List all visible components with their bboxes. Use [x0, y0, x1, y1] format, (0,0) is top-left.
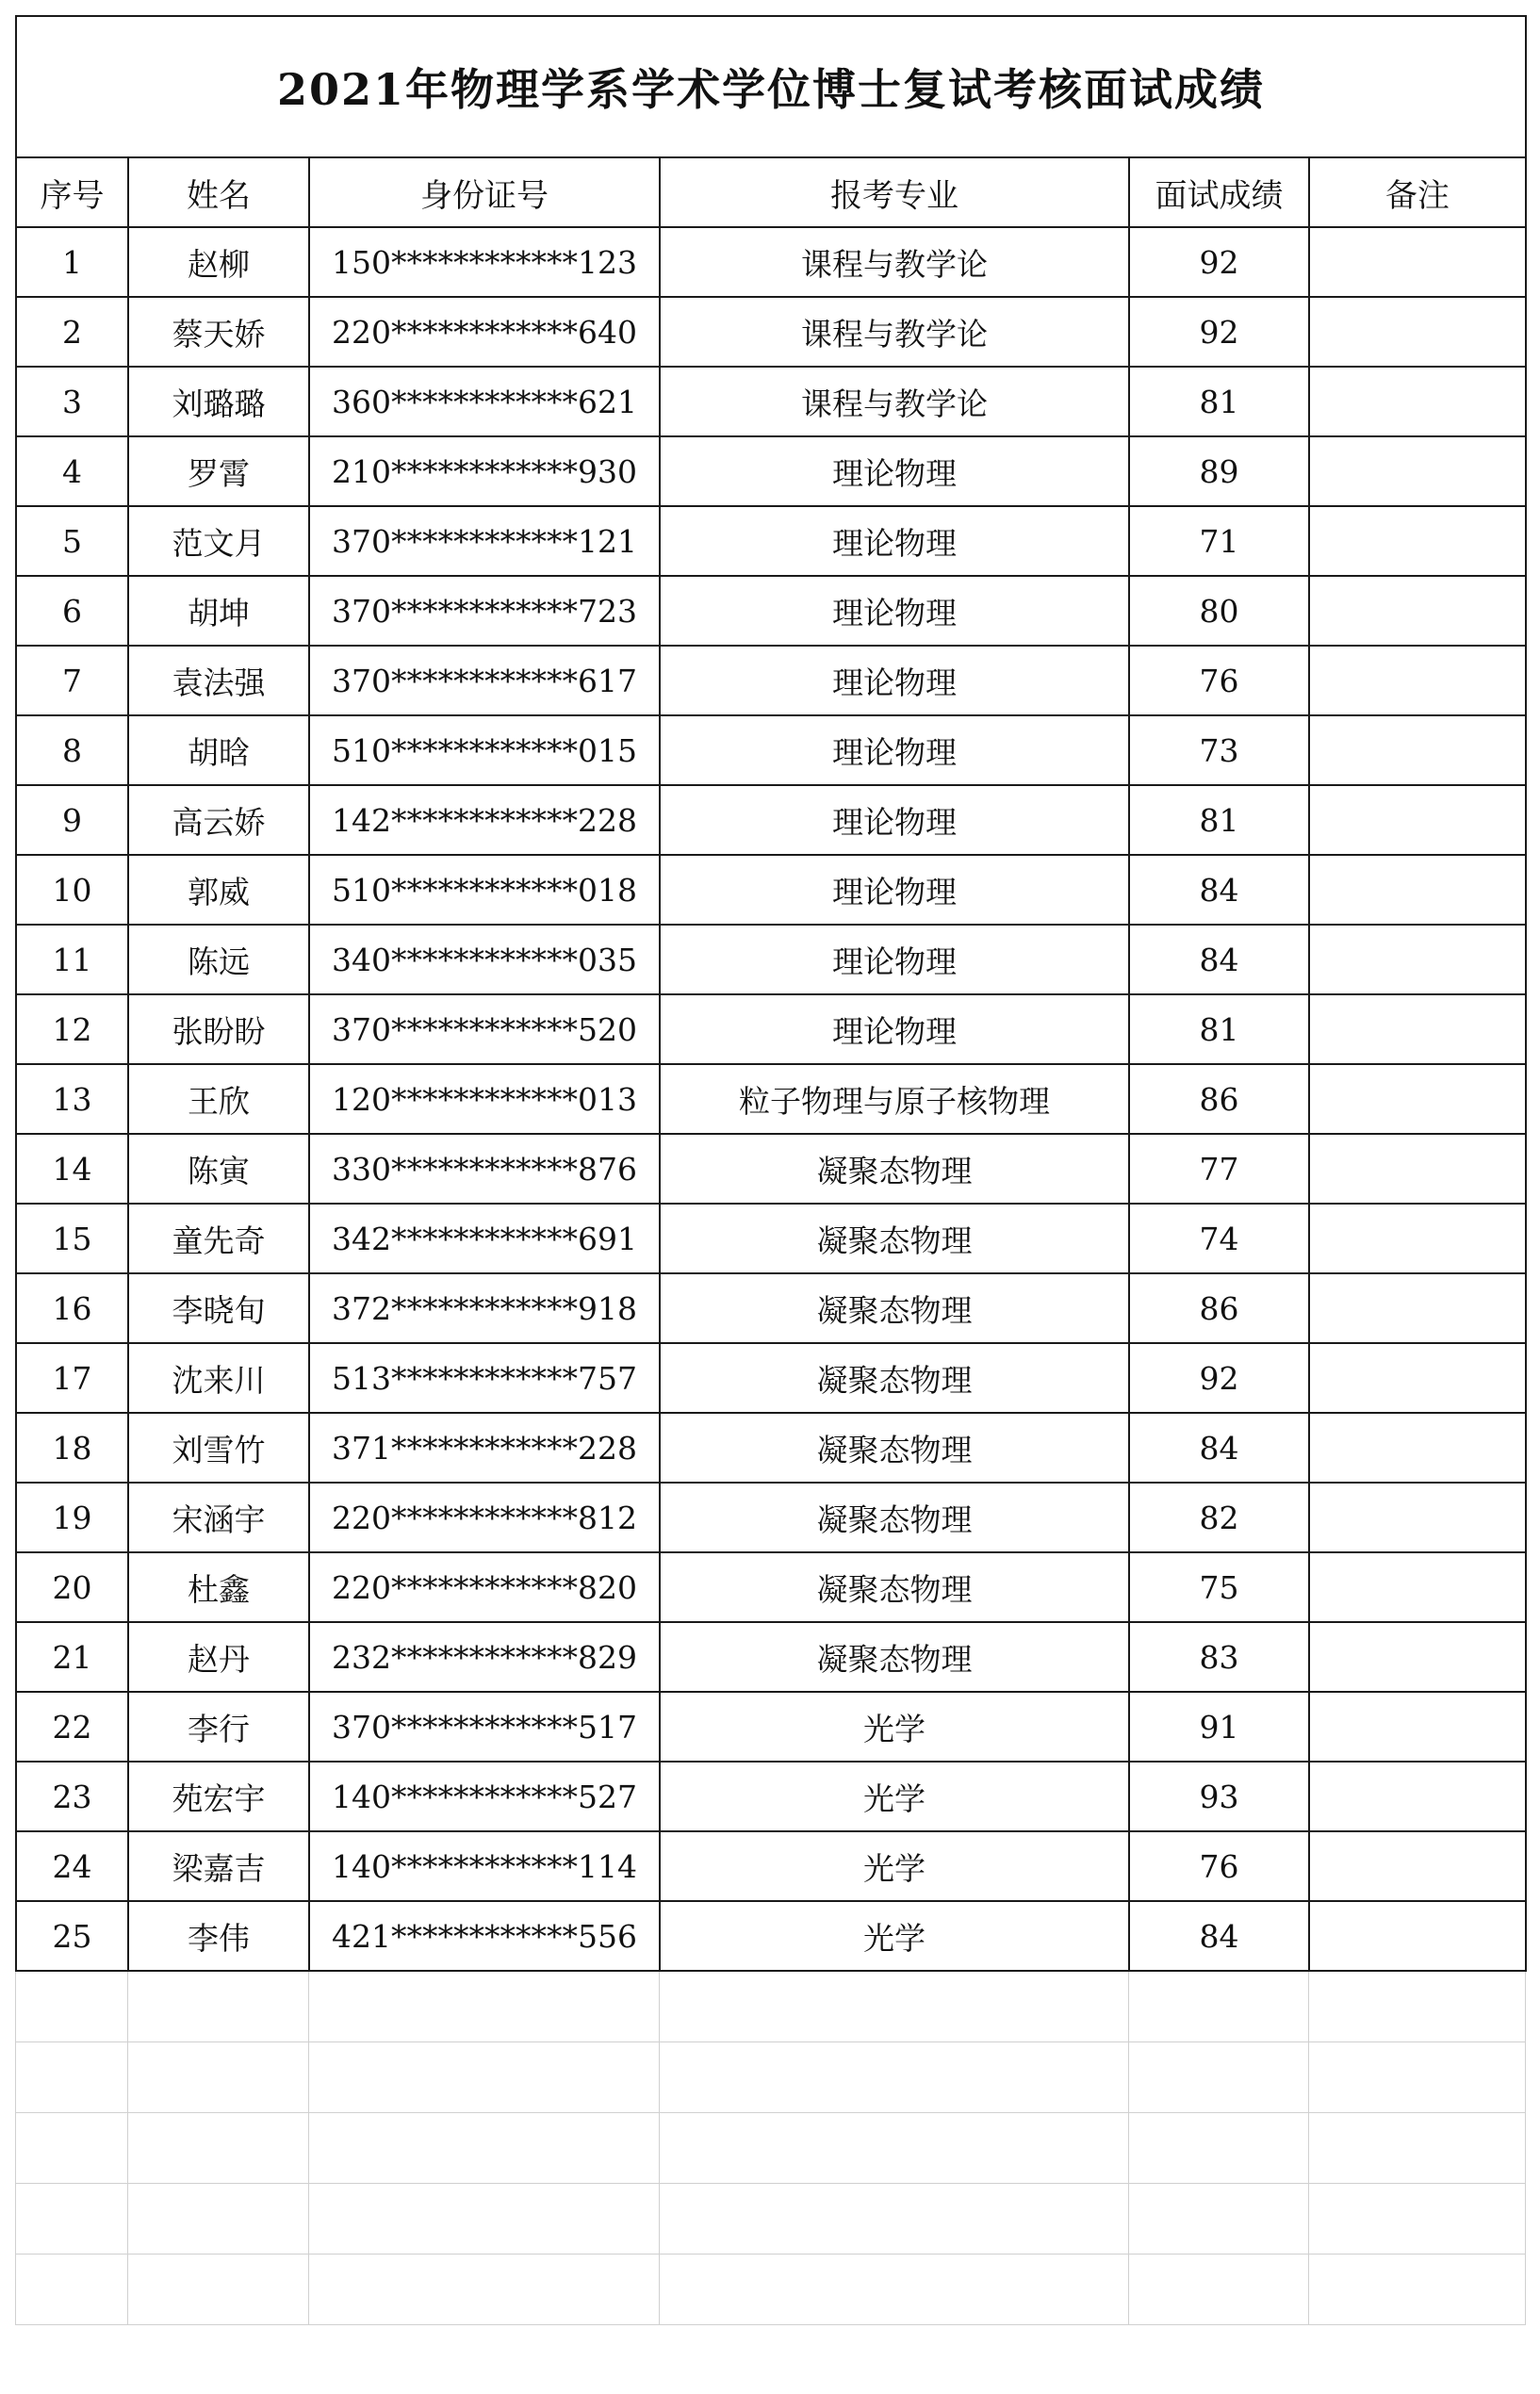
cell-index: 5 [16, 506, 128, 576]
table-row [16, 1064, 1526, 1134]
empty-grid-row [16, 1972, 1526, 2042]
cell-name: 赵柳 [128, 227, 309, 297]
cell-note [1309, 1552, 1526, 1622]
table-row [16, 506, 1526, 576]
cell-index: 22 [16, 1692, 128, 1762]
cell-score: 82 [1129, 1483, 1309, 1552]
cell-index: 21 [16, 1622, 128, 1692]
cell-id: 421************556 [309, 1901, 660, 1971]
empty-grid [15, 1972, 1526, 2325]
cell-score: 89 [1129, 436, 1309, 506]
empty-grid-row [16, 2255, 1526, 2325]
table-row [16, 1831, 1526, 1901]
empty-grid-cell [128, 1972, 309, 2042]
cell-id: 370************723 [309, 576, 660, 646]
cell-major: 光学 [660, 1762, 1129, 1831]
empty-grid-cell [660, 1972, 1129, 2042]
cell-note [1309, 1831, 1526, 1901]
cell-major: 粒子物理与原子核物理 [660, 1064, 1129, 1134]
table-row [16, 297, 1526, 367]
empty-grid-cell [1309, 2184, 1526, 2255]
cell-index: 14 [16, 1134, 128, 1204]
header-index: 序号 [16, 157, 128, 227]
header-row [16, 157, 1526, 227]
cell-id: 150************123 [309, 227, 660, 297]
cell-index: 24 [16, 1831, 128, 1901]
cell-id: 371************228 [309, 1413, 660, 1483]
cell-name: 杜鑫 [128, 1552, 309, 1622]
cell-name: 李行 [128, 1692, 309, 1762]
cell-note [1309, 1622, 1526, 1692]
cell-major: 理论物理 [660, 715, 1129, 785]
cell-name: 郭威 [128, 855, 309, 925]
cell-index: 15 [16, 1204, 128, 1273]
cell-name: 胡晗 [128, 715, 309, 785]
empty-grid-cell [1129, 2184, 1309, 2255]
cell-score: 76 [1129, 646, 1309, 715]
cell-note [1309, 994, 1526, 1064]
cell-index: 6 [16, 576, 128, 646]
cell-major: 课程与教学论 [660, 227, 1129, 297]
cell-id: 232************829 [309, 1622, 660, 1692]
cell-note [1309, 715, 1526, 785]
cell-name: 宋涵宇 [128, 1483, 309, 1552]
cell-note [1309, 1413, 1526, 1483]
cell-name: 陈远 [128, 925, 309, 994]
cell-id: 510************018 [309, 855, 660, 925]
cell-name: 罗霄 [128, 436, 309, 506]
empty-grid-cell [660, 2184, 1129, 2255]
empty-grid-cell [128, 2113, 309, 2184]
cell-note [1309, 1901, 1526, 1971]
cell-note [1309, 227, 1526, 297]
empty-grid-cell [1129, 1972, 1309, 2042]
table-row [16, 1901, 1526, 1971]
empty-grid-row [16, 2042, 1526, 2113]
cell-note [1309, 1692, 1526, 1762]
cell-score: 91 [1129, 1692, 1309, 1762]
table-row [16, 785, 1526, 855]
empty-grid-cell [128, 2255, 309, 2325]
cell-note [1309, 1762, 1526, 1831]
cell-note [1309, 506, 1526, 576]
cell-score: 77 [1129, 1134, 1309, 1204]
cell-name: 苑宏宇 [128, 1762, 309, 1831]
table-row [16, 436, 1526, 506]
cell-major: 理论物理 [660, 576, 1129, 646]
cell-major: 光学 [660, 1901, 1129, 1971]
table-row [16, 715, 1526, 785]
cell-score: 76 [1129, 1831, 1309, 1901]
cell-name: 胡坤 [128, 576, 309, 646]
cell-major: 凝聚态物理 [660, 1413, 1129, 1483]
cell-id: 330************876 [309, 1134, 660, 1204]
table-row [16, 1134, 1526, 1204]
cell-id: 513************757 [309, 1343, 660, 1413]
cell-major: 凝聚态物理 [660, 1273, 1129, 1343]
table-row [16, 576, 1526, 646]
empty-grid-cell [1129, 2113, 1309, 2184]
empty-grid-cell [1129, 2042, 1309, 2113]
cell-major: 理论物理 [660, 785, 1129, 855]
empty-grid-cell [660, 2113, 1129, 2184]
cell-name: 赵丹 [128, 1622, 309, 1692]
cell-id: 370************520 [309, 994, 660, 1064]
table-row [16, 1622, 1526, 1692]
cell-note [1309, 1273, 1526, 1343]
cell-name: 高云娇 [128, 785, 309, 855]
cell-index: 13 [16, 1064, 128, 1134]
cell-score: 92 [1129, 227, 1309, 297]
cell-id: 210************930 [309, 436, 660, 506]
cell-name: 范文月 [128, 506, 309, 576]
cell-index: 18 [16, 1413, 128, 1483]
cell-major: 凝聚态物理 [660, 1622, 1129, 1692]
score-table [15, 156, 1527, 1972]
cell-index: 10 [16, 855, 128, 925]
table-row [16, 1204, 1526, 1273]
cell-index: 8 [16, 715, 128, 785]
cell-score: 83 [1129, 1622, 1309, 1692]
cell-index: 20 [16, 1552, 128, 1622]
cell-major: 课程与教学论 [660, 367, 1129, 436]
empty-grid-cell [16, 1972, 128, 2042]
cell-name: 蔡天娇 [128, 297, 309, 367]
cell-major: 理论物理 [660, 925, 1129, 994]
empty-grid-cell [309, 2255, 660, 2325]
cell-major: 理论物理 [660, 436, 1129, 506]
cell-id: 142************228 [309, 785, 660, 855]
cell-id: 220************640 [309, 297, 660, 367]
cell-score: 92 [1129, 1343, 1309, 1413]
cell-name: 张盼盼 [128, 994, 309, 1064]
cell-id: 140************527 [309, 1762, 660, 1831]
empty-grid-cell [1309, 2113, 1526, 2184]
cell-major: 理论物理 [660, 646, 1129, 715]
cell-note [1309, 646, 1526, 715]
cell-note [1309, 1064, 1526, 1134]
table-row [16, 1692, 1526, 1762]
cell-index: 2 [16, 297, 128, 367]
cell-index: 25 [16, 1901, 128, 1971]
cell-score: 73 [1129, 715, 1309, 785]
cell-score: 86 [1129, 1064, 1309, 1134]
cell-id: 342************691 [309, 1204, 660, 1273]
cell-id: 340************035 [309, 925, 660, 994]
cell-name: 王欣 [128, 1064, 309, 1134]
page-title: 2021年物理学系学术学位博士复试考核面试成绩 [276, 64, 1266, 115]
cell-score: 84 [1129, 925, 1309, 994]
cell-name: 袁法强 [128, 646, 309, 715]
table-row [16, 646, 1526, 715]
cell-score: 93 [1129, 1762, 1309, 1831]
cell-index: 3 [16, 367, 128, 436]
cell-id: 372************918 [309, 1273, 660, 1343]
cell-id: 140************114 [309, 1831, 660, 1901]
cell-name: 陈寅 [128, 1134, 309, 1204]
empty-grid-cell [16, 2042, 128, 2113]
cell-note [1309, 1134, 1526, 1204]
cell-index: 16 [16, 1273, 128, 1343]
header-name: 姓名 [128, 157, 309, 227]
table-row [16, 1762, 1526, 1831]
cell-note [1309, 1483, 1526, 1552]
empty-grid-cell [660, 2255, 1129, 2325]
cell-note [1309, 1204, 1526, 1273]
cell-major: 凝聚态物理 [660, 1483, 1129, 1552]
cell-score: 86 [1129, 1273, 1309, 1343]
cell-major: 光学 [660, 1692, 1129, 1762]
cell-note [1309, 436, 1526, 506]
empty-grid-cell [16, 2184, 128, 2255]
cell-id: 120************013 [309, 1064, 660, 1134]
cell-note [1309, 925, 1526, 994]
cell-score: 81 [1129, 785, 1309, 855]
empty-grid-cell [1129, 2255, 1309, 2325]
table-row [16, 855, 1526, 925]
empty-grid-row [16, 2113, 1526, 2184]
cell-score: 84 [1129, 1901, 1309, 1971]
cell-name: 李伟 [128, 1901, 309, 1971]
cell-index: 17 [16, 1343, 128, 1413]
cell-index: 12 [16, 994, 128, 1064]
cell-name: 刘璐璐 [128, 367, 309, 436]
empty-grid-cell [309, 2184, 660, 2255]
cell-index: 7 [16, 646, 128, 715]
cell-name: 梁嘉吉 [128, 1831, 309, 1901]
table-row [16, 1552, 1526, 1622]
empty-grid-cell [1309, 2255, 1526, 2325]
empty-grid-cell [309, 2113, 660, 2184]
cell-index: 9 [16, 785, 128, 855]
cell-score: 75 [1129, 1552, 1309, 1622]
cell-id: 360************621 [309, 367, 660, 436]
cell-major: 理论物理 [660, 855, 1129, 925]
title-cell [15, 15, 1527, 156]
empty-grid-cell [16, 2113, 128, 2184]
cell-score: 92 [1129, 297, 1309, 367]
table-row [16, 925, 1526, 994]
cell-score: 80 [1129, 576, 1309, 646]
cell-id: 220************820 [309, 1552, 660, 1622]
empty-grid-cell [128, 2184, 309, 2255]
cell-note [1309, 1343, 1526, 1413]
cell-major: 凝聚态物理 [660, 1134, 1129, 1204]
table-row [16, 1273, 1526, 1343]
empty-grid-cell [1309, 1972, 1526, 2042]
header-id: 身份证号 [309, 157, 660, 227]
cell-index: 11 [16, 925, 128, 994]
cell-index: 4 [16, 436, 128, 506]
empty-grid-cell [309, 2042, 660, 2113]
cell-id: 220************812 [309, 1483, 660, 1552]
cell-index: 19 [16, 1483, 128, 1552]
empty-grid-cell [309, 1972, 660, 2042]
cell-id: 370************617 [309, 646, 660, 715]
cell-name: 童先奇 [128, 1204, 309, 1273]
cell-major: 理论物理 [660, 994, 1129, 1064]
cell-score: 71 [1129, 506, 1309, 576]
table-row [16, 994, 1526, 1064]
cell-name: 刘雪竹 [128, 1413, 309, 1483]
empty-grid-cell [660, 2042, 1129, 2113]
cell-major: 凝聚态物理 [660, 1204, 1129, 1273]
cell-major: 光学 [660, 1831, 1129, 1901]
header-major: 报考专业 [660, 157, 1129, 227]
cell-id: 510************015 [309, 715, 660, 785]
empty-grid-cell [16, 2255, 128, 2325]
header-note: 备注 [1309, 157, 1526, 227]
cell-score: 74 [1129, 1204, 1309, 1273]
table-row [16, 367, 1526, 436]
table-row [16, 227, 1526, 297]
cell-score: 84 [1129, 855, 1309, 925]
table-row [16, 1483, 1526, 1552]
table-row [16, 1413, 1526, 1483]
cell-index: 1 [16, 227, 128, 297]
score-sheet [15, 15, 1525, 2325]
cell-note [1309, 576, 1526, 646]
empty-grid-row [16, 2184, 1526, 2255]
header-score: 面试成绩 [1129, 157, 1309, 227]
empty-grid-cell [128, 2042, 309, 2113]
cell-id: 370************121 [309, 506, 660, 576]
cell-major: 课程与教学论 [660, 297, 1129, 367]
cell-note [1309, 297, 1526, 367]
cell-name: 沈来川 [128, 1343, 309, 1413]
cell-major: 理论物理 [660, 506, 1129, 576]
cell-id: 370************517 [309, 1692, 660, 1762]
empty-grid-cell [1309, 2042, 1526, 2113]
cell-name: 李晓旬 [128, 1273, 309, 1343]
cell-score: 81 [1129, 994, 1309, 1064]
cell-major: 凝聚态物理 [660, 1343, 1129, 1413]
cell-score: 84 [1129, 1413, 1309, 1483]
cell-note [1309, 785, 1526, 855]
table-body [16, 227, 1526, 1971]
table-header [16, 157, 1526, 227]
cell-score: 81 [1129, 367, 1309, 436]
cell-index: 23 [16, 1762, 128, 1831]
cell-note [1309, 367, 1526, 436]
cell-major: 凝聚态物理 [660, 1552, 1129, 1622]
cell-note [1309, 855, 1526, 925]
table-row [16, 1343, 1526, 1413]
